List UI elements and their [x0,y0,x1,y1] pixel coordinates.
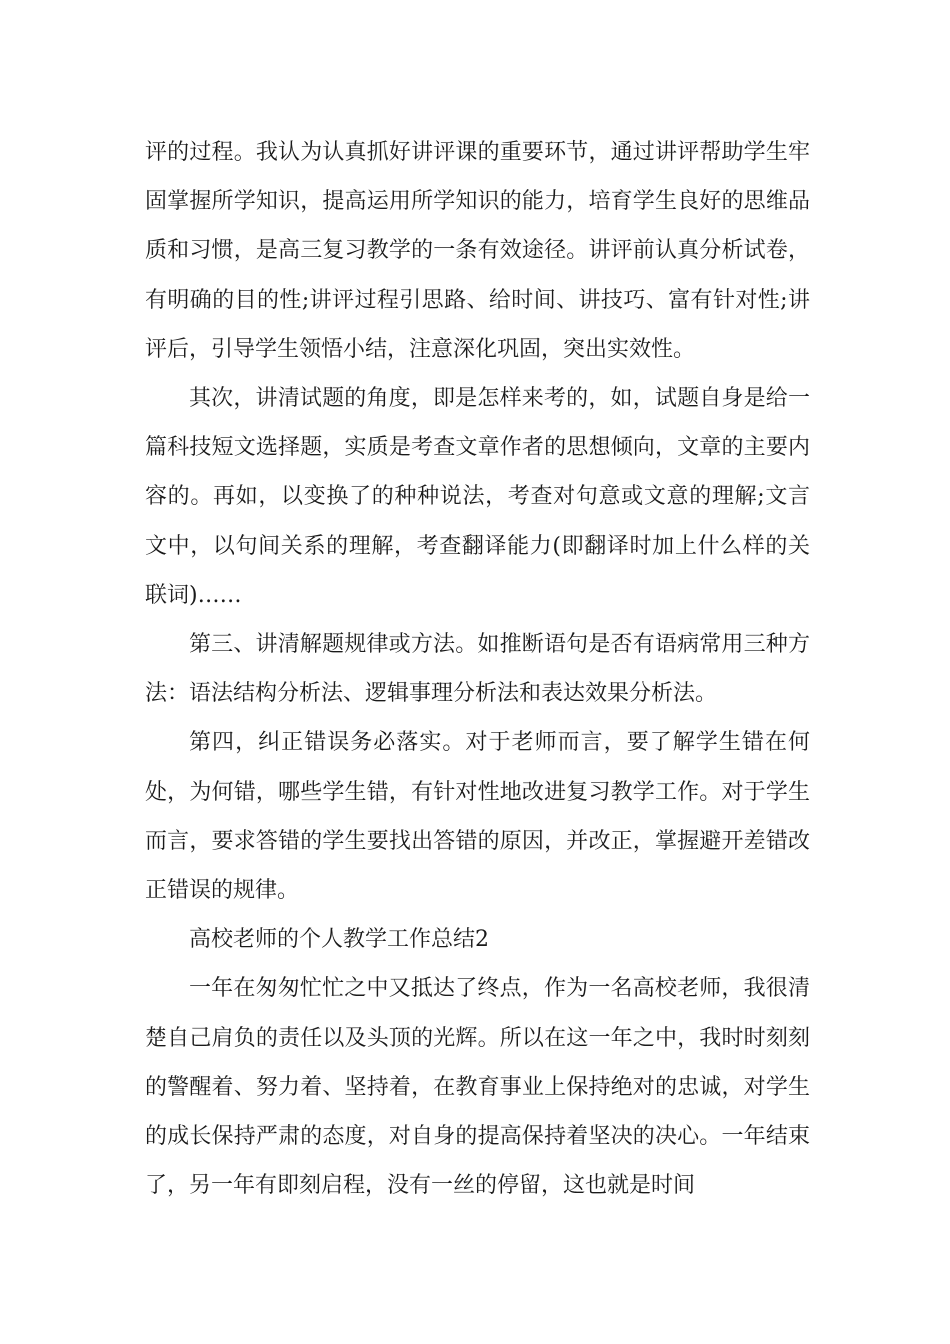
paragraph-review-process: 评的过程。我认为认真抓好讲评课的重要环节，通过讲评帮助学生牢固掌握所学知识，提高运用所学知识的能力，培育学生良好的思维品质和习惯，是高三复习教学的一条有效途径。讲评前认真分析试卷，有明确的目的性;讲评过程引思路、给时间、讲技巧、富有针对性;讲评后，引导学生领悟小结，注意深化巩固，突出实效性。 [145,140,810,362]
paragraph-fourth-point: 第四，纠正错误务必落实。对于老师而言，要了解学生错在何处，为何错，哪些学生错，有针对性地改进复习教学工作。对于学生而言，要求答错的学生要找出答错的原因，并改正，掌握避开差错改正错误的规律。 [145,730,810,904]
paragraph-second-point: 其次，讲清试题的角度，即是怎样来考的，如，试题自身是给一篇科技短文选择题，实质是考查文章作者的思想倾向，文章的主要内容的。再如，以变换了的种种说法，考查对句意或文意的理解;文言文中，以句间关系的理解，考查翻译能力(即翻译时加上什么样的关联词)…… [145,386,810,608]
paragraph-year-summary: 一年在匆匆忙忙之中又抵达了终点，作为一名高校老师，我很清楚自己肩负的责任以及头顶的光辉。所以在这一年之中，我时时刻刻的警醒着、努力着、坚持着，在教育事业上保持绝对的忠诚，对学生的成长保持严肃的态度，对自身的提高保持着坚决的决心。一年结束了，另一年有即刻启程，没有一丝的停留，这也就是时间 [145,976,810,1199]
document-body [145,128,810,1210]
paragraph-third-point: 第三、讲清解题规律或方法。如推断语句是否有语病常用三种方法：语法结构分析法、逻辑事理分析法和表达效果分析法。 [145,632,810,707]
section-heading: 高校老师的个人教学工作总结2 [189,927,489,953]
